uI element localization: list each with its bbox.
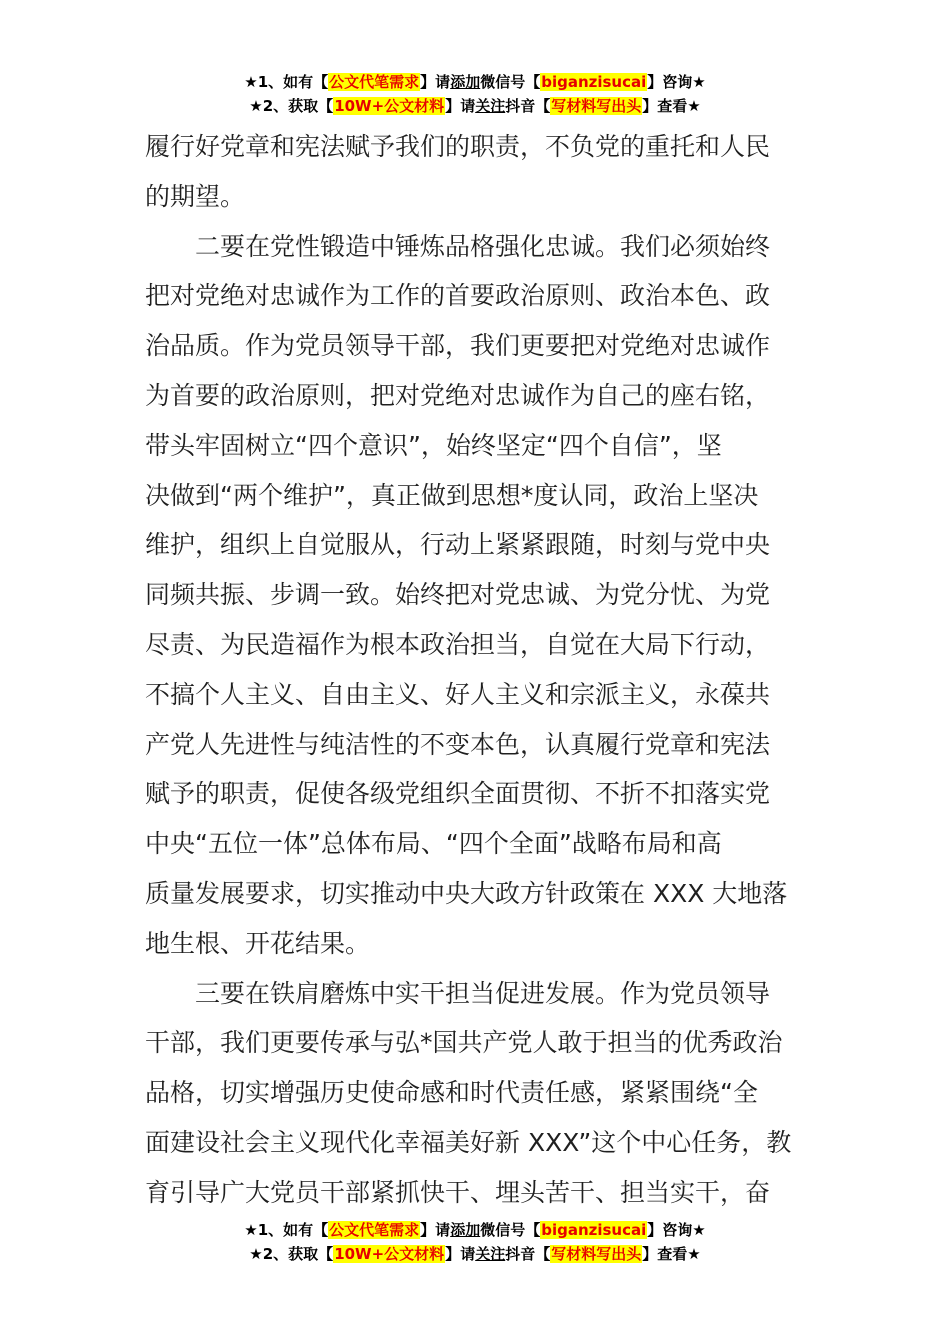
highlight-materials: 10W+公文材料: [334, 1245, 445, 1263]
text-line: 决做到“两个维护”，真正做到思想*度认同，政治上坚决: [145, 480, 759, 510]
text-line: 履行好党章和宪法赋予我们的职责，不负党的重托和人民: [145, 132, 771, 161]
highlight-douyin-account: 写材料写出头: [551, 97, 642, 115]
text-line: 治品质。作为党员领导干部，我们更要把对党绝对忠诚作: [145, 331, 771, 361]
banner-text: 】咨询★: [647, 73, 706, 91]
text-line: 带头牢固树立“四个意识”，始终坚定“四个自信”，坚: [145, 430, 722, 460]
banner-text: ★2、获取【: [249, 1245, 334, 1263]
banner-underlined-text: 添加: [450, 1221, 481, 1239]
banner-text: ★1、如有【: [244, 1221, 329, 1239]
text-line: 三要在铁肩磨炼中实干担当促进发展。作为党员领导: [145, 978, 771, 1008]
banner-text: 微信号【: [480, 73, 541, 91]
text-line: 赋予的职责，促使各级党组织全面贯彻、不折不扣落实党: [145, 779, 771, 809]
text-line: 中央“五位一体”总体布局、“四个全面”战略布局和高: [145, 829, 722, 859]
text-line: 品格，切实增强历史使命感和时代责任感，紧紧围绕“全: [145, 1078, 758, 1108]
text-line: 为首要的政治原则，把对党绝对忠诚作为自己的座右铭，: [145, 380, 771, 410]
banner-line-2: [0, 94, 950, 118]
text-line: 地生根、开花结果。: [145, 928, 371, 958]
text-line: 干部，我们更要传承与弘*国共产党人敢于担当的优秀政治: [145, 1028, 783, 1058]
text-line: 维护，组织上自觉服从，行动上紧紧跟随，时刻与党中央: [145, 530, 771, 560]
document-body: [145, 122, 805, 1218]
banner-text: 抖音【: [505, 1245, 551, 1263]
banner-text: ★1、如有【: [244, 73, 329, 91]
highlight-wechat-id: biganzisucai: [541, 73, 647, 91]
text-line: 二要在党性锻造中锤炼品格强化忠诚。我们必须始终: [145, 231, 771, 261]
banner-line-1: [0, 1218, 950, 1242]
text-line: 的期望。: [145, 181, 246, 211]
banner-text: 】咨询★: [647, 1221, 706, 1239]
text-line: 不搞个人主义、自由主义、好人主义和宗派主义，永葆共: [145, 679, 771, 709]
banner-text: ★2、获取【: [249, 97, 334, 115]
footer-banner: [0, 1218, 950, 1266]
banner-line-2: [0, 1242, 950, 1266]
banner-underlined-text: 关注: [475, 1245, 506, 1263]
banner-text: 】请: [420, 73, 451, 91]
banner-underlined-text: 添加: [450, 73, 481, 91]
highlight-ghostwriting-need: 公文代笔需求: [329, 73, 420, 91]
banner-text: 微信号【: [480, 1221, 541, 1239]
highlight-wechat-id: biganzisucai: [541, 1221, 647, 1239]
highlight-materials: 10W+公文材料: [334, 97, 445, 115]
banner-text: 】请: [420, 1221, 451, 1239]
text-line: 同频共振、步调一致。始终把对党忠诚、为党分忧、为党: [145, 580, 771, 610]
text-line: 质量发展要求，切实推动中央大政方针政策在 XXX 大地落: [145, 878, 788, 908]
banner-line-1: [0, 70, 950, 94]
text-line: 产党人先进性与纯洁性的不变本色，认真履行党章和宪法: [145, 729, 771, 759]
banner-text: 】请: [445, 97, 476, 115]
highlight-douyin-account: 写材料写出头: [551, 1245, 642, 1263]
text-line: 育引导广大党员干部紧抓快干、埋头苦干、担当实干，奋: [145, 1177, 771, 1207]
banner-underlined-text: 关注: [475, 97, 506, 115]
highlight-ghostwriting-need: 公文代笔需求: [329, 1221, 420, 1239]
text-line: 面建设社会主义现代化幸福美好新 XXX”这个中心任务，教: [145, 1127, 792, 1157]
banner-text: 抖音【: [505, 97, 551, 115]
banner-text: 】请: [445, 1245, 476, 1263]
header-banner: [0, 70, 950, 118]
text-line: 尽责、为民造福作为根本政治担当，自觉在大局下行动，: [145, 629, 771, 659]
text-line: 把对党绝对忠诚作为工作的首要政治原则、政治本色、政: [145, 281, 771, 311]
banner-text: 】查看★: [642, 1245, 701, 1263]
banner-text: 】查看★: [642, 97, 701, 115]
